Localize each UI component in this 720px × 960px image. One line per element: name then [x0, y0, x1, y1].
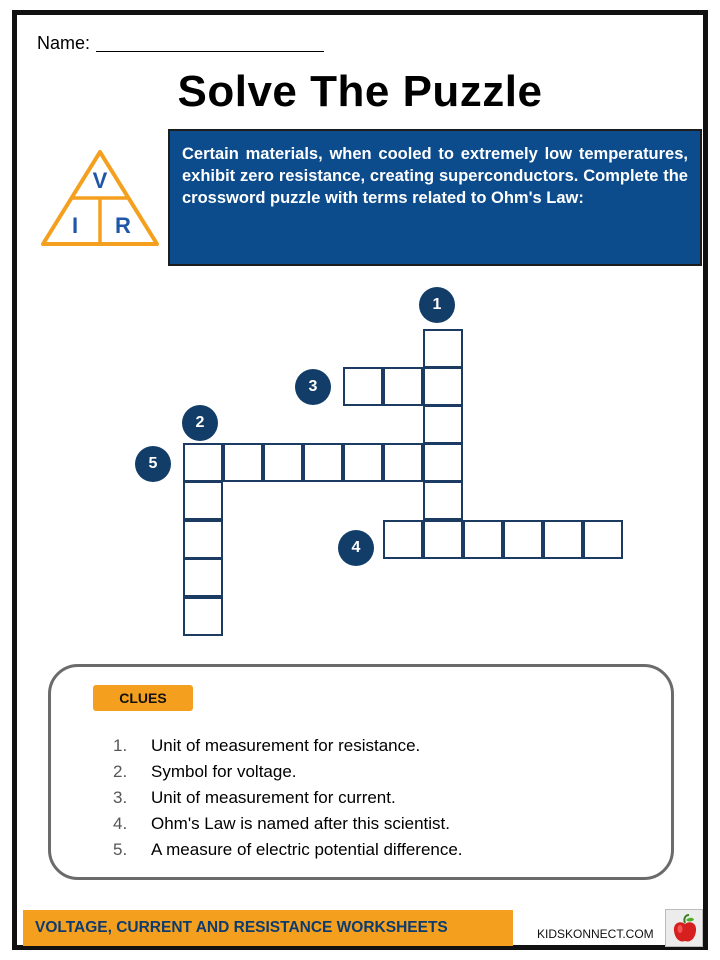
crossword-cell-4-6[interactable]	[583, 520, 623, 559]
clue-number: 2.	[113, 762, 128, 781]
clue-item-3	[113, 785, 463, 811]
crossword-cell-5-4[interactable]	[303, 443, 343, 482]
crossword-cell-3-1[interactable]	[343, 367, 383, 406]
clue-item-2	[113, 759, 463, 785]
triangle-letter-v: V	[92, 168, 108, 193]
crossword-cell-3-2[interactable]	[383, 367, 423, 406]
crossword-cell-5-6[interactable]	[383, 443, 423, 482]
crossword-cell-4-3[interactable]	[463, 520, 503, 559]
clue-number: 3.	[113, 788, 128, 807]
crossword-cell-1-3[interactable]	[423, 405, 463, 444]
crossword-cell-4-1[interactable]	[383, 520, 423, 559]
crossword-cell-4-5[interactable]	[543, 520, 583, 559]
apple-icon	[665, 909, 703, 947]
clue-number-badge-4: 4	[338, 530, 374, 566]
crossword-cell-2-4[interactable]	[183, 558, 223, 597]
crossword-cell-1-5[interactable]	[423, 481, 463, 520]
triangle-letter-i: I	[71, 213, 79, 238]
footer-band-text: VOLTAGE, CURRENT AND RESISTANCE WORKSHEETS	[35, 919, 448, 936]
clue-text: Unit of measurement for resistance.	[151, 736, 421, 755]
clue-item-1	[113, 733, 463, 759]
crossword-cell-5-5[interactable]	[343, 443, 383, 482]
clue-number-badge-2: 2	[182, 405, 218, 441]
crossword-cell-5-1[interactable]	[183, 443, 223, 482]
clues-box	[48, 664, 674, 880]
crossword-cell-1-6[interactable]	[423, 520, 463, 559]
clues-tag: CLUES	[93, 685, 193, 711]
crossword-cell-5-2[interactable]	[223, 443, 263, 482]
footer-band	[23, 910, 513, 946]
clue-list	[113, 733, 463, 863]
crossword-cell-1-2[interactable]	[423, 367, 463, 406]
clue-number: 4.	[113, 814, 128, 833]
crossword-cell-1-4[interactable]	[423, 443, 463, 482]
clue-item-4	[113, 811, 463, 837]
page-title: Solve The Puzzle	[177, 67, 543, 116]
footer-site[interactable]: KIDSKONNECT.COM	[537, 927, 654, 941]
intro-text: Certain materials, when cooled to extremely low temperatures, exhibit zero resistance, creating superconductors. Complete the crossword puzzle with terms related to Ohm's Law:	[182, 145, 688, 207]
clue-text: Symbol for voltage.	[151, 762, 297, 781]
crossword-cell-5-3[interactable]	[263, 443, 303, 482]
clue-text: A measure of electric potential difference.	[151, 840, 463, 859]
name-label: Name:	[37, 33, 91, 53]
clue-number: 1.	[113, 736, 128, 755]
crossword-cell-2-5[interactable]	[183, 597, 223, 636]
ohms-law-triangle-icon	[39, 148, 161, 248]
clue-text: Unit of measurement for current.	[151, 788, 396, 807]
crossword-cell-1-1[interactable]	[423, 329, 463, 368]
clue-number: 5.	[113, 840, 128, 859]
clue-number-badge-3: 3	[295, 369, 331, 405]
clue-number-badge-5: 5	[135, 446, 171, 482]
worksheet-frame	[12, 10, 708, 950]
crossword-cell-4-4[interactable]	[503, 520, 543, 559]
name-blank-line[interactable]	[96, 51, 324, 52]
name-field[interactable]	[37, 33, 324, 54]
clue-item-5	[113, 837, 463, 863]
clue-number-badge-1: 1	[419, 287, 455, 323]
clue-text: Ohm's Law is named after this scientist.	[151, 814, 450, 833]
triangle-letter-r: R	[115, 213, 131, 238]
crossword-cell-2-2[interactable]	[183, 481, 223, 520]
crossword-cell-2-3[interactable]	[183, 520, 223, 559]
intro-box	[168, 129, 702, 266]
